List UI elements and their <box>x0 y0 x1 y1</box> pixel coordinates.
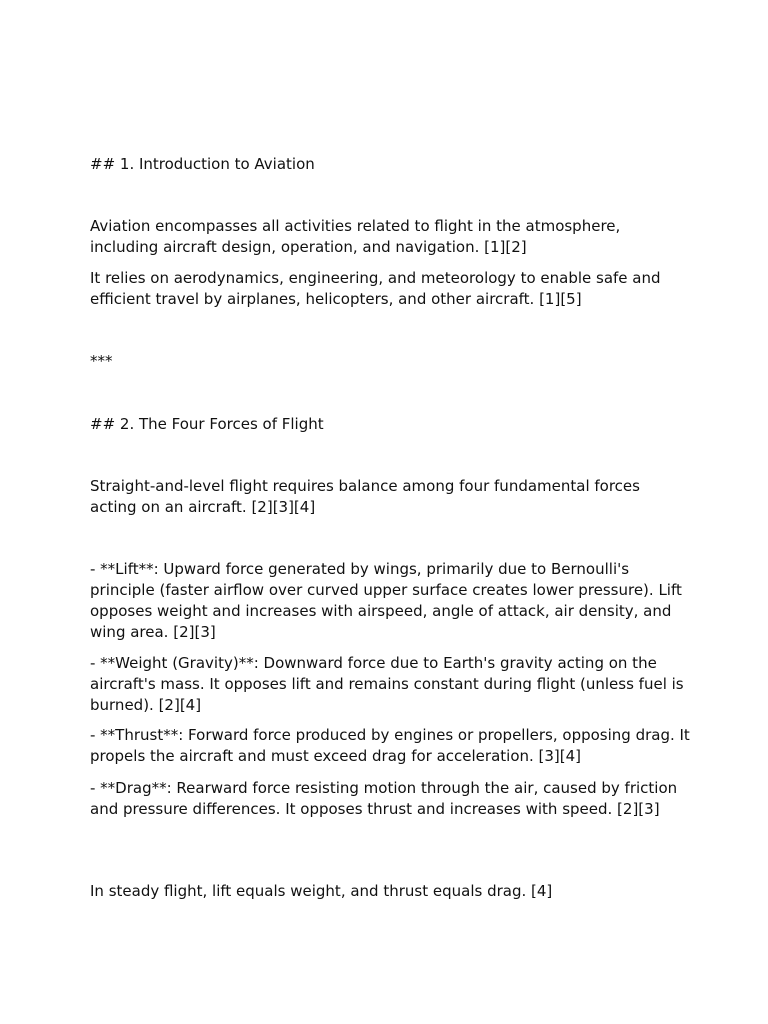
section-heading-introduction: ## 1. Introduction to Aviation <box>90 155 315 173</box>
list-item-drag: - **Drag**: Rearward force resisting motion through the air, caused by friction and pressure differences. It opposes thrust and increases with speed. [2][3] <box>90 779 682 818</box>
paragraph-aviation-definition: Aviation encompasses all activities related to flight in the atmosphere, including aircraft design, operation, and navigation. [1][2] <box>90 217 626 256</box>
section-separator: *** <box>90 352 113 370</box>
paragraph-conclusion: In steady flight, lift equals weight, and thrust equals drag. [4] <box>90 882 553 900</box>
paragraph-four-forces-intro: Straight-and-level flight requires balance among four fundamental forces acting on an aircraft. [2][3][4] <box>90 477 645 516</box>
section-heading-four-forces: ## 2. The Four Forces of Flight <box>90 415 324 433</box>
list-item-lift: - **Lift**: Upward force generated by wings, primarily due to Bernoulli's principle (faster airflow over curved upper surface creates lower pressure). Lift opposes weight and increases with airspeed, angle of attack, air density, and wing area. [2][3] <box>90 560 687 641</box>
list-item-thrust: - **Thrust**: Forward force produced by engines or propellers, opposing drag. It propels the aircraft and must exceed drag for acceleration. [3][4] <box>90 726 695 765</box>
list-item-weight: - **Weight (Gravity)**: Downward force due to Earth's gravity acting on the aircraft's mass. It opposes lift and remains constant during flight (unless fuel is burned). [2][4] <box>90 654 689 714</box>
paragraph-aviation-foundations: It relies on aerodynamics, engineering, and meteorology to enable safe and efficient travel by airplanes, helicopters, and other aircraft. [1][5] <box>90 269 666 308</box>
